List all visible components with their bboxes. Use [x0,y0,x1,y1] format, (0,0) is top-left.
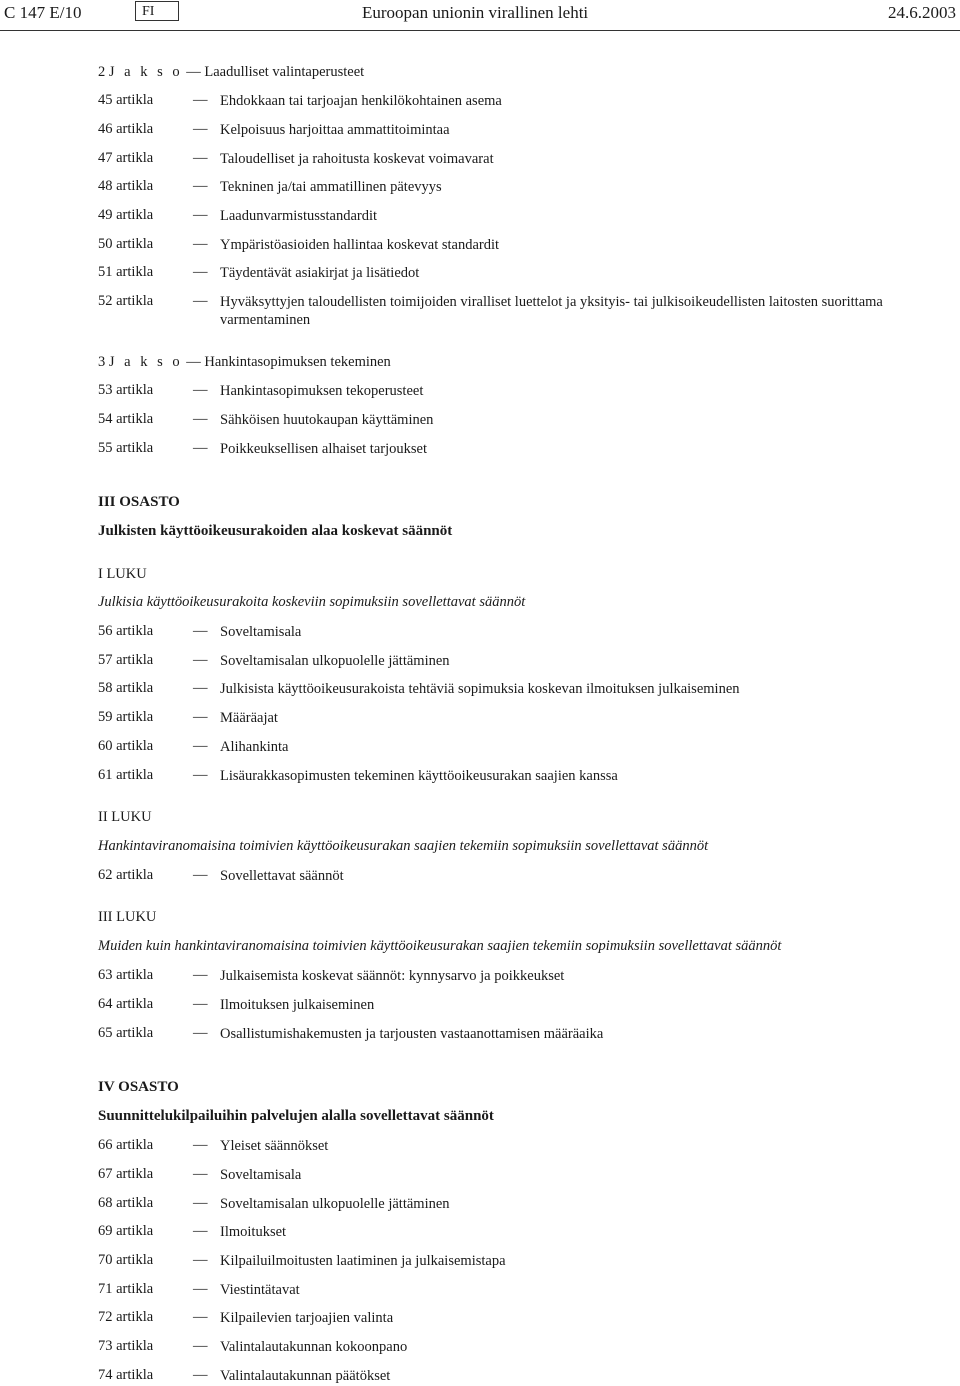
article-title: Julkisista käyttöoikeusurakoista tehtäviä sopimuksia koskevan ilmoituksen julkaiseminen [220,681,740,697]
journal-reference: C 147 E/10 [4,3,82,22]
article-number: 66 artikla [98,1137,154,1153]
dash-separator: — [193,867,208,883]
article-number: 52 artikla [98,293,154,309]
section-number: 3 [98,354,106,370]
section-word: J a k s o [108,354,183,370]
article-title: Kelpoisuus harjoittaa ammattitoimintaa [220,122,450,138]
article-number: 45 artikla [98,92,154,108]
dash-separator: — [193,967,208,983]
dash-separator: — [193,1252,208,1268]
article-title: Osallistumishakemusten ja tarjousten vastaanottamisen määräaika [220,1026,604,1042]
dash-separator: — [193,680,208,696]
article-number: 73 artikla [98,1338,154,1354]
article-number: 56 artikla [98,623,154,639]
dash-separator: — [193,652,208,668]
article-title: Hyväksyttyjen taloudellisten toimijoiden viralliset luettelot ja yksityis- tai julkisoikeudellisten laitosten suorittama varmentaminen [220,294,883,328]
title-heading: IV OSASTO [98,1079,179,1095]
article-number: 48 artikla [98,178,154,194]
article-title: Taloudelliset ja rahoitusta koskevat voimavarat [220,151,494,167]
article-number: 71 artikla [98,1281,154,1297]
article-title: Kilpailuilmoitusten laatiminen ja julkaisemistapa [220,1253,506,1269]
section-heading [98,354,391,371]
publication-date: 24.6.2003 [888,3,956,22]
article-number: 61 artikla [98,767,154,783]
article-number: 69 artikla [98,1223,154,1239]
article-title: Valintalautakunnan päätökset [220,1368,391,1384]
article-number: 59 artikla [98,709,154,725]
dash-separator: — [186,354,201,370]
article-number: 74 artikla [98,1367,154,1383]
chapter-subtitle: Muiden kuin hankintaviranomaisina toimivien käyttöoikeusurakan saajien tekemiin sopimuksiin sovellettavat säännöt [98,938,782,954]
article-number: 62 artikla [98,867,154,883]
dash-separator: — [193,1367,208,1383]
article-title: Poikkeuksellisen alhaiset tarjoukset [220,441,427,457]
article-title: Soveltamisalan ulkopuolelle jättäminen [220,1196,450,1212]
title-heading: Julkisten käyttöoikeusurakoiden alaa koskevat säännöt [98,523,453,539]
dash-separator: — [193,1309,208,1325]
article-title: Laadunvarmistusstandardit [220,208,378,224]
dash-separator: — [193,1223,208,1239]
article-title: Valintalautakunnan kokoonpano [220,1339,408,1355]
article-number: 68 artikla [98,1195,154,1211]
dash-separator: — [193,236,208,252]
article-title: Alihankinta [220,739,289,755]
title-heading: III OSASTO [98,494,180,510]
article-number: 51 artikla [98,264,154,280]
dash-separator: — [193,121,208,137]
dash-separator: — [193,293,208,309]
article-number: 64 artikla [98,996,154,1012]
article-title: Viestintätavat [220,1282,300,1298]
chapter-subtitle: Julkisia käyttöoikeusurakoita koskeviin sopimuksiin sovellettavat säännöt [98,594,526,610]
article-number: 47 artikla [98,150,154,166]
dash-separator: — [193,1025,208,1041]
dash-separator: — [193,1195,208,1211]
language-badge: FI [135,1,179,21]
article-title: Täydentävät asiakirjat ja lisätiedot [220,265,420,281]
article-number: 49 artikla [98,207,154,223]
article-title: Soveltamisalan ulkopuolelle jättäminen [220,653,450,669]
article-title: Hankintasopimuksen tekoperusteet [220,383,424,399]
article-number: 53 artikla [98,382,154,398]
article-title: Lisäurakkasopimusten tekeminen käyttöoikeusurakan saajien kanssa [220,768,618,784]
article-number: 70 artikla [98,1252,154,1268]
article-title: Ehdokkaan tai tarjoajan henkilökohtainen asema [220,93,502,109]
chapter-heading: II LUKU [98,809,152,825]
section-word: J a k s o [108,64,183,80]
dash-separator: — [193,150,208,166]
article-number: 50 artikla [98,236,154,252]
article-title: Sovellettavat säännöt [220,868,344,884]
dash-separator: — [193,1166,208,1182]
dash-separator: — [193,1137,208,1153]
page-header [0,0,960,31]
dash-separator: — [186,64,201,80]
section-title: Hankintasopimuksen tekeminen [204,354,391,370]
article-title: Tekninen ja/tai ammatillinen pätevyys [220,179,442,195]
article-title: Sähköisen huutokaupan käyttäminen [220,412,434,428]
article-title: Kilpailevien tarjoajien valinta [220,1310,394,1326]
dash-separator: — [193,996,208,1012]
article-number: 54 artikla [98,411,154,427]
dash-separator: — [193,623,208,639]
article-number: 55 artikla [98,440,154,456]
dash-separator: — [193,207,208,223]
title-heading: Suunnittelukilpailuihin palvelujen alalla sovellettavat säännöt [98,1108,494,1124]
article-number: 58 artikla [98,680,154,696]
article-number: 63 artikla [98,967,154,983]
chapter-subtitle: Hankintaviranomaisina toimivien käyttöoikeusurakan saajien tekemiin sopimuksiin sovellettavat säännöt [98,838,709,854]
chapter-heading: I LUKU [98,566,147,582]
dash-separator: — [193,178,208,194]
article-title: Ilmoitukset [220,1224,287,1240]
chapter-heading: III LUKU [98,909,157,925]
dash-separator: — [193,411,208,427]
dash-separator: — [193,738,208,754]
article-number: 46 artikla [98,121,154,137]
dash-separator: — [193,1281,208,1297]
section-heading [98,64,364,81]
dash-separator: — [193,440,208,456]
article-title: Soveltamisala [220,624,302,640]
dash-separator: — [193,767,208,783]
dash-separator: — [193,92,208,108]
article-title: Julkaisemista koskevat säännöt: kynnysarvo ja poikkeukset [220,968,565,984]
article-title: Yleiset säännökset [220,1138,329,1154]
article-title: Ympäristöasioiden hallintaa koskevat standardit [220,237,500,253]
section-number: 2 [98,64,106,80]
article-number: 57 artikla [98,652,154,668]
section-title: Laadulliset valintaperusteet [204,64,365,80]
article-number: 60 artikla [98,738,154,754]
article-number: 65 artikla [98,1025,154,1041]
publication-title: Euroopan unionin virallinen lehti [362,3,589,22]
dash-separator: — [193,709,208,725]
dash-separator: — [193,382,208,398]
article-title: Soveltamisala [220,1167,302,1183]
article-title: Määräajat [220,710,278,726]
article-title: Ilmoituksen julkaiseminen [220,997,375,1013]
dash-separator: — [193,264,208,280]
article-number: 67 artikla [98,1166,154,1182]
article-number: 72 artikla [98,1309,154,1325]
dash-separator: — [193,1338,208,1354]
